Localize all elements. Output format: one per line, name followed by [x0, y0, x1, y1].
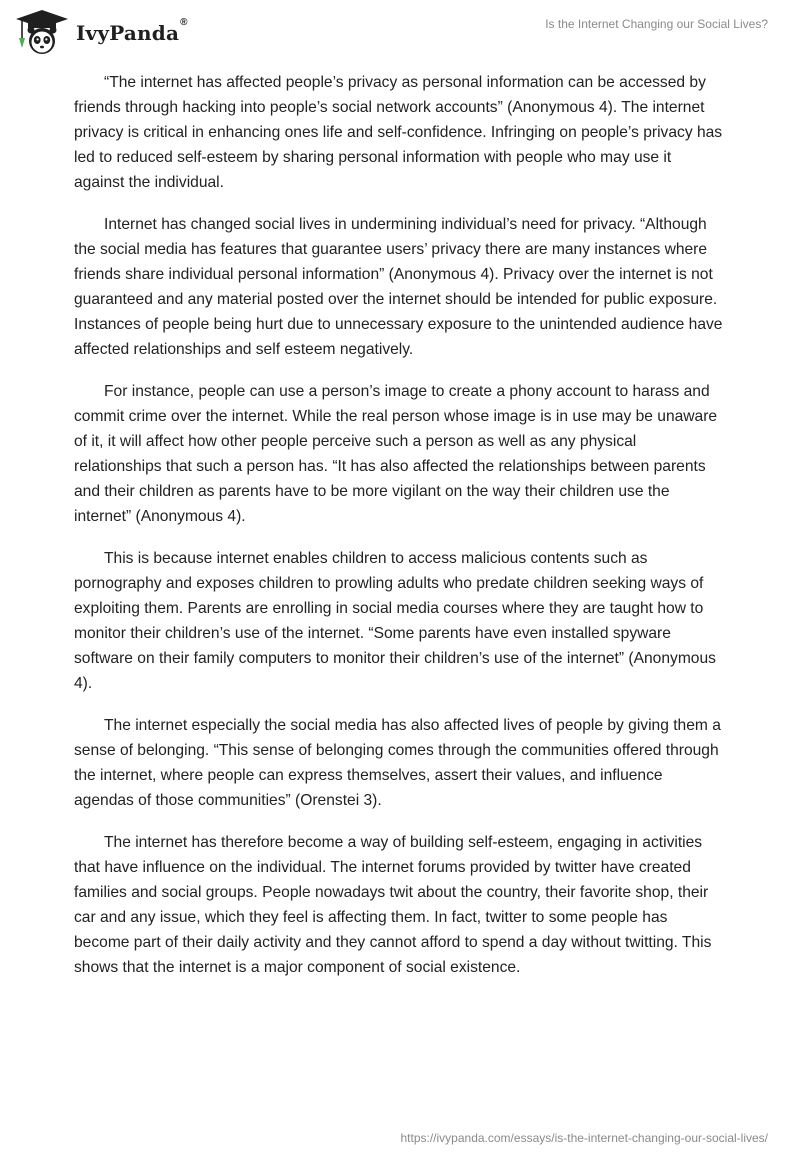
paragraph: For instance, people can use a person’s image to create a phony account to harass and commit crime over the internet. While the real person whose image is in use may be unaware of it, it will affect how other people perceive such a person as well as any physical relationships that such a person has. “It has also affected the relationships between parents and their children as parents have to be more vigilant on the way their children use the internet” (Anonymous 4).	[74, 383, 718, 525]
brand-name-text: IvyPanda	[76, 21, 180, 45]
paragraph: Internet has changed social lives in undermining individual’s need for privacy. “Although the social media has features that guarantee users’ privacy there are many instances where friends share individual personal information” (Anonymous 4). Privacy over the internet is not guaranteed and any material posted over the internet should be intended for public exposure. Instances of people being hurt due to unnecessary exposure to the unintended audience have affected relationships and self esteem negatively.	[74, 216, 723, 358]
panda-graduation-cap-icon	[14, 8, 70, 56]
source-url[interactable]: https://ivypanda.com/essays/is-the-internet-changing-our-social-lives/	[400, 1131, 768, 1145]
brand-logo[interactable]	[14, 8, 188, 56]
paragraph: This is because internet enables children to access malicious contents such as pornography and exposes children to prowling adults who predate children seeking ways of exploiting them. Parents are enrolling in social media courses where they are taught how to monitor their children’s use of the internet. “Some parents have even installed spyware software on their family computers to monitor their children’s use of the internet” (Anonymous 4).	[74, 550, 716, 692]
paragraph: “The internet has affected people’s privacy as personal information can be accessed by friends through hacking into people’s social network accounts” (Anonymous 4). The internet privacy is critical in enhancing ones life and self-confidence. Infringing on people’s privacy has led to reduced self-esteem by sharing personal information with people who may use it against the individual.	[74, 74, 723, 191]
paragraph: The internet especially the social media has also affected lives of people by giving them a sense of belonging. “This sense of belonging comes through the communities offered through the internet, where people can express themselves, assert their values, and influence agendas of those communities” (Orenstei 3).	[74, 717, 721, 809]
article-body	[74, 70, 724, 997]
brand-name	[76, 17, 188, 45]
document-title: Is the Internet Changing our Social Lives?	[545, 17, 768, 31]
page-header	[0, 0, 800, 60]
registered-mark: ®	[180, 17, 188, 28]
paragraph: The internet has therefore become a way of building self-esteem, engaging in activities that have influence on the individual. The internet forums provided by twitter have created families and social groups. People nowadays twit about the country, their favorite shop, their car and any issue, which they feel is affecting them. In fact, twitter to some people has become part of their daily activity and they cannot afford to spend a day without twitting. This shows that the internet is a major component of social existence.	[74, 834, 712, 976]
